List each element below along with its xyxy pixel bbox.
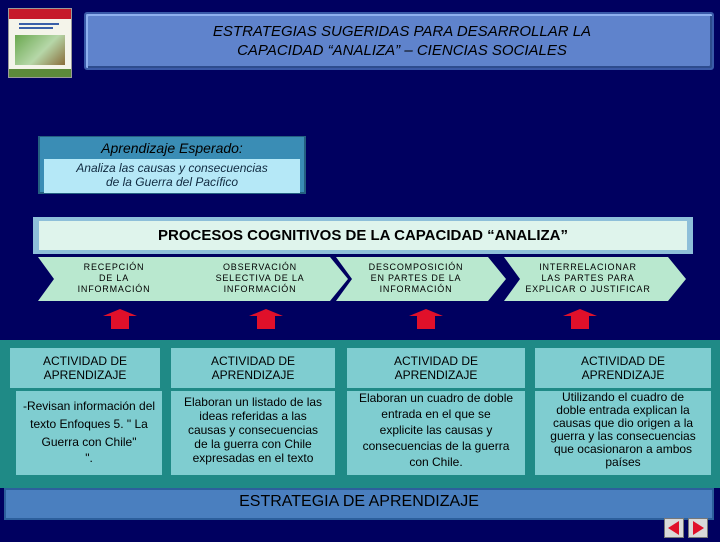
process-step-label-2: OBSERVACIÓN SELECTIVA DE LA INFORMACIÓN <box>215 262 305 294</box>
activity-description-1: -Revisan información del texto Enfoques 5. " La Guerra con Chile" ". <box>16 391 162 475</box>
up-arrow-icon <box>103 307 137 329</box>
activity-heading-2: ACTIVIDAD DE APRENDIZAJE <box>171 348 335 388</box>
triangle-left-icon <box>665 519 683 537</box>
learning-outcome-title: Aprendizaje Esperado: <box>40 137 304 159</box>
up-arrow-icon <box>409 307 443 329</box>
process-step-label-4: INTERRELACIONAR LAS PARTES PARA EXPLICAR O JUSTIFICAR <box>525 262 651 294</box>
up-arrow-icon <box>249 307 283 329</box>
learning-outcome-text: Analiza las causas y consecuencias de la Guerra del Pacífico <box>44 159 300 193</box>
page-title: ESTRATEGIAS SUGERIDAS PARA DESARROLLAR LA CAPACIDAD “ANALIZA” – CIENCIAS SOCIALES <box>212 23 592 59</box>
up-arrow-icon <box>563 307 597 329</box>
activity-description-2: Elaboran un listado de las ideas referidas a las causas y consecuencias de la guerra con Chile expresadas en el texto <box>171 391 335 475</box>
triangle-right-icon <box>689 519 707 537</box>
cover-thumbnail <box>8 8 72 78</box>
next-slide-button[interactable] <box>688 518 708 538</box>
activity-heading-3: ACTIVIDAD DE APRENDIZAJE <box>347 348 525 388</box>
process-step-label-1: RECEPCIÓN DE LA INFORMACIÓN <box>77 262 151 294</box>
process-step-label-3: DESCOMPOSICIÓN EN PARTES DE LA INFORMACIÓN <box>368 262 464 294</box>
activity-heading-1: ACTIVIDAD DE APRENDIZAJE <box>10 348 160 388</box>
previous-slide-button[interactable] <box>664 518 684 538</box>
processes-title: PROCESOS COGNITIVOS DE LA CAPACIDAD “ANALIZA” <box>39 221 687 250</box>
activity-heading-4: ACTIVIDAD DE APRENDIZAJE <box>535 348 711 388</box>
activity-description-4: Utilizando el cuadro de doble entrada explican la causas que dio origen a la guerra y las consecuencias que ocasionaron a ambos países <box>535 391 711 475</box>
strategy-title: ESTRATEGIA DE APRENDIZAJE <box>239 493 479 510</box>
activity-description-3: Elaboran un cuadro de doble entrada en el que se explicite las causas y consecuencias de la guerra con Chile. <box>347 391 525 475</box>
